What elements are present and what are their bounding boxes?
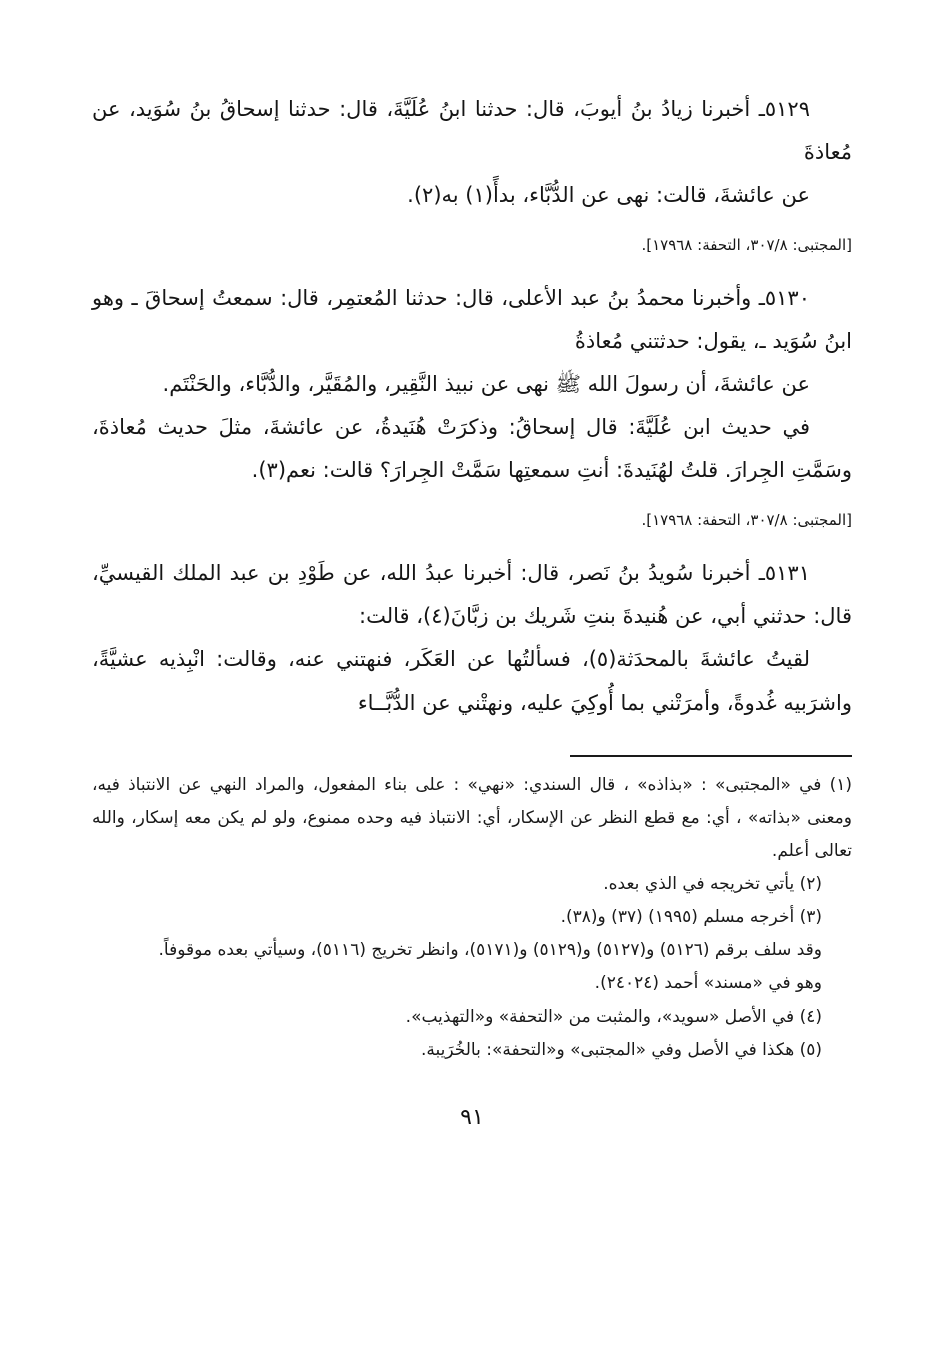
hadith-5131-matn: لقيتُ عائشةَ بالمحدَثة(٥)، فسألتُها عن العَكَر، فنهتني عنه، وقالت: انْبِذيه عشيَّةً، واشرَبيه غُدوةً، وأمرَتْني بما أُوكِيَ عليه، ونهتْني عن الدُّبَّــاء: [92, 647, 852, 715]
hadith-5129-matn: عن عائشةَ، قالت: نهى عن الدُّبَّاء، بدأً(١) به(٢).: [407, 183, 810, 208]
footnote-1: (١) في «المجتبى» : «بذاذه» ، قال السندي: «نهي» : على بناء المفعول، والمراد النهي عن الانتباذ فيه، ومعنى «بذاته» ، أي: مع قطع النظر عن الإسكار، أي: الانتباذ فيه وحده ممنوع، ولو لم يكن معه إسكار، والله تعالى أعلم.: [92, 774, 852, 861]
footnote-separator: [570, 755, 852, 757]
hadith-5131-isnad: ٥١٣١ـ أخبرنا سُويدُ بنُ نَصر، قال: أخبرنا عبدُ الله، عن طَوْدِ بن عبد الملك القيسيِّ، قال: حدثني أبي، عن هُنيدةَ بنتِ شَريك بن زبَّانَ(٤)، قالت:: [92, 561, 852, 629]
hadith-5129-reference: [المجتبى: ٣٠٧/٨، التحفة: ١٧٩٦٨].: [641, 236, 852, 255]
footnote-3-continuation-2: وهو في «مسند» أحمد (٢٤٠٢٤).: [594, 973, 822, 994]
hadith-5130-reference: [المجتبى: ٣٠٧/٨، التحفة: ١٧٩٦٨].: [641, 511, 852, 530]
hadith-5130-comment: في حديث ابن عُلَيَّةَ: قال إسحاقُ: وذكرَتْ هُنَيدةُ، عن عائشةَ، مثلَ حديث مُعاذةَ، وسَمَّتِ الجِرارَ. قلتُ لهُنَيدةَ: أنتِ سمعتِها سَمَّتْ الجِرارَ؟ قالت: نعم(٣).: [92, 415, 852, 483]
footnote-5: (٥) هكذا في الأصل وفي «المجتبى» و«التحفة»: بالخُرَيبة.: [421, 1039, 822, 1060]
main-text-block: [92, 88, 852, 725]
hadith-5130-isnad: ٥١٣٠ـ وأخبرنا محمدُ بنُ عبد الأعلى، قال: حدثنا المُعتمِر، قال: سمعتُ إسحاقَ ـ وهو ابنُ سُوَيد ـ، يقول: حدثتني مُعاذةُ: [92, 286, 852, 354]
page-number: ٩١: [460, 1104, 484, 1130]
hadith-5130-matn: عن عائشةَ، أن رسولَ الله ﷺ نهى عن نبيذ النَّقِير، والمُقَيَّر، والدُّبَّاء، والحَنْتَم.: [162, 372, 810, 397]
footnotes-block: [92, 769, 852, 1067]
hadith-5129-isnad: ٥١٢٩ـ أخبرنا زيادُ بنُ أيوبَ، قال: حدثنا ابنُ عُلَيَّةَ، قال: حدثنا إسحاقُ بنُ سُوَيد، عن مُعاذةَ: [92, 97, 852, 165]
footnote-3: (٣) أخرجه مسلم (١٩٩٥) (٣٧) و(٣٨).: [560, 907, 822, 928]
footnote-2: (٢) يأتي تخريجه في الذي بعده.: [603, 873, 822, 894]
footnote-3-continuation-1: وقد سلف برقم (٥١٢٦) و(٥١٢٧) و(٥١٢٩) و(٥١٧١)، وانظر تخريج (٥١١٦)، وسيأتي بعده موقوفاً.: [158, 940, 822, 961]
footnote-4: (٤) في الأصل «سويد»، والمثبت من «التحفة» و«التهذيب».: [405, 1006, 822, 1027]
